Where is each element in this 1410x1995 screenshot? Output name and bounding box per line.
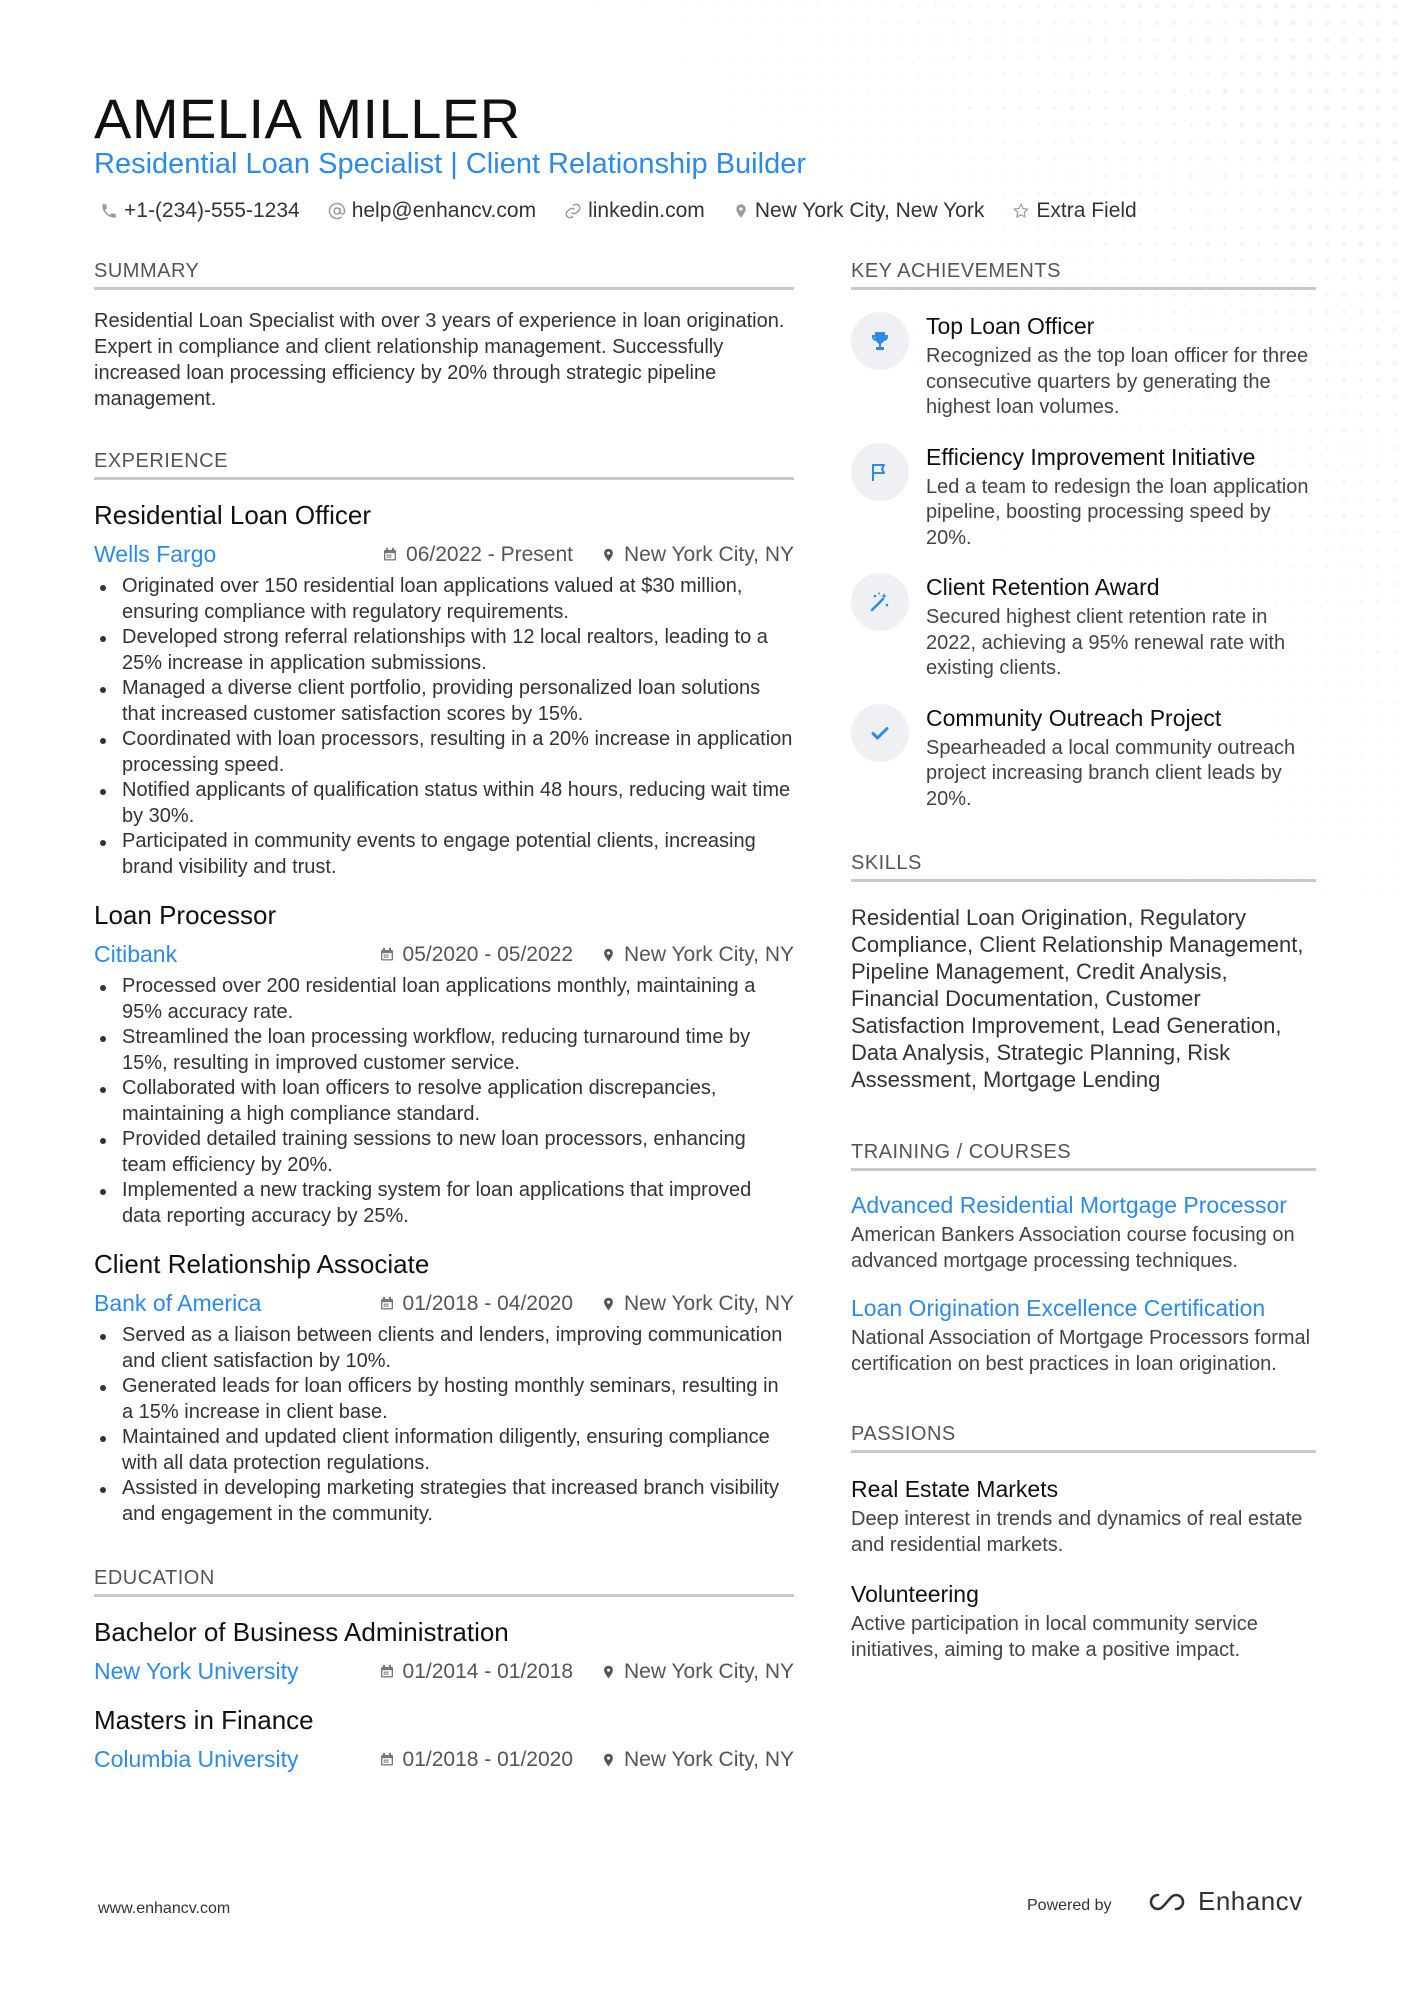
candidate-headline: Residential Loan Specialist | Client Relationship Builder [94,148,806,180]
footer-brand-name: Enhancv [1198,1886,1303,1916]
achievement-item [851,573,1316,682]
skills-text: Residential Loan Origination, Regulatory Compliance, Client Relationship Management, Pipeline Management, Credit Analysis, Financial Documentation, Customer Satisfaction Improvement, Lead Generation, Data Analysis, Strategic Planning, Risk Assessment, Mortgage Lending [851,905,1304,1092]
job-location: New York City, NY [624,542,794,566]
achievement-desc: Spearheaded a local community outreach project increasing branch client leads by 20%. [926,736,1296,810]
course-title[interactable]: Loan Origination Excellence Certification [851,1295,1266,1321]
passion-title: Volunteering [851,1581,979,1607]
calendar-icon [379,1663,395,1680]
training-section [851,1141,1316,1377]
location-pin-icon [601,946,616,964]
education-section [94,1567,794,1773]
education-meta [94,1658,794,1685]
location-pin-icon [601,1663,616,1681]
extra-text: Extra Field [1036,199,1137,222]
course-desc: National Association of Mortgage Processors formal certification on best practices in loan origination. [851,1327,1311,1375]
trophy-icon [868,329,892,353]
list-item: Originated over 150 residential loan applications valued at $30 million, ensuring compliance with regulatory requirements. [94,574,794,625]
job-entry [94,1249,794,1527]
contact-email[interactable] [328,199,536,223]
course-desc: American Bankers Association course focusing on advanced mortgage processing techniques. [851,1224,1295,1272]
education-entry [94,1705,794,1773]
right-column [851,260,1316,1663]
contact-phone[interactable] [100,199,300,223]
list-item: Notified applicants of qualification status within 48 hours, reducing wait time by 30%. [94,778,794,829]
course-item [851,1191,1316,1274]
email-text: help@enhancv.com [351,199,537,222]
list-item: Participated in community events to engage potential clients, increasing brand visibility and trust. [94,829,794,880]
contact-linkedin[interactable] [564,199,705,223]
passion-item [851,1475,1316,1558]
phone-icon [100,202,118,220]
at-sign-icon [328,202,346,220]
list-item: Developed strong referral relationships with 12 local realtors, leading to a 25% increase in application submissions. [94,625,794,676]
location-pin-icon [601,1295,616,1313]
education-school[interactable]: Columbia University [94,1746,299,1772]
job-location: New York City, NY [624,1291,794,1315]
footer-brand-logo[interactable] [1144,1886,1303,1917]
education-dates: 01/2014 - 01/2018 [402,1659,573,1683]
summary-text: Residential Loan Specialist with over 3 years of experience in loan origination. Expert in compliance and client relationship management. Successfully increased loan processing efficiency by 20% through strategic pipeline management. [94,310,785,410]
job-dates: 01/2018 - 04/2020 [402,1291,573,1315]
education-school[interactable]: New York University [94,1658,299,1684]
list-item: Implemented a new tracking system for loan applications that improved data reporting accuracy by 25%. [94,1178,794,1229]
contact-extra [1012,199,1136,223]
summary-title: SUMMARY [94,260,794,290]
education-degree: Masters in Finance [94,1705,314,1735]
contact-location [733,199,985,223]
education-entry [94,1617,794,1685]
course-title[interactable]: Advanced Residential Mortgage Processor [851,1192,1287,1218]
list-item: Coordinated with loan processors, resulting in a 20% increase in application processing speed. [94,727,794,778]
job-meta [94,941,794,968]
location-text: New York City, New York [754,199,985,222]
job-company[interactable]: Wells Fargo [94,541,217,567]
job-entry [94,500,794,880]
course-item [851,1294,1316,1377]
job-bullets [94,1323,794,1527]
achievements-title: KEY ACHIEVEMENTS [851,260,1316,290]
education-dates: 01/2018 - 01/2020 [402,1747,573,1771]
left-column [94,260,794,1773]
flag-icon [868,460,892,484]
location-pin-icon [601,1751,616,1769]
calendar-icon [382,546,398,563]
checkmark-icon [868,721,892,745]
achievement-item [851,443,1316,552]
training-title: TRAINING / COURSES [851,1141,1316,1171]
achievement-title: Community Outreach Project [926,704,1222,731]
education-location: New York City, NY [624,1747,794,1771]
passion-desc: Active participation in local community service initiatives, aiming to make a positive impact. [851,1613,1258,1661]
experience-section [94,450,794,1527]
footer-website-link[interactable]: www.enhancv.com [98,1900,231,1917]
job-company[interactable]: Citibank [94,941,178,967]
job-bullets [94,974,794,1229]
phone-text: +1-(234)-555-1234 [124,199,300,222]
magic-wand-icon [868,590,892,614]
footer-powered-by: Powered by [1027,1897,1112,1914]
list-item: Provided detailed training sessions to new loan processors, enhancing team efficiency by 20%. [94,1127,794,1178]
experience-title: EXPERIENCE [94,450,794,480]
passions-section [851,1423,1316,1663]
achievement-desc: Led a team to redesign the loan application pipeline, boosting processing speed by 20%. [926,475,1309,549]
job-company[interactable]: Bank of America [94,1290,262,1316]
passions-title: PASSIONS [851,1423,1316,1453]
calendar-icon [379,1751,395,1768]
education-degree: Bachelor of Business Administration [94,1617,509,1647]
achievement-desc: Secured highest client retention rate in 2022, achieving a 95% renewal rate with existing clients. [926,606,1286,679]
achievement-title: Efficiency Improvement Initiative [926,443,1256,470]
list-item: Streamlined the loan processing workflow, reducing turnaround time by 15%, resulting in improved customer service. [94,1025,794,1076]
link-icon [564,202,582,220]
list-item: Generated leads for loan officers by hosting monthly seminars, resulting in a 15% increase in client base. [94,1374,794,1425]
passion-title: Real Estate Markets [851,1476,1059,1502]
job-role: Client Relationship Associate [94,1249,430,1279]
job-bullets [94,574,794,880]
job-dates: 05/2020 - 05/2022 [402,942,573,966]
achievement-desc: Recognized as the top loan officer for three consecutive quarters by generating the highest loan volumes. [926,345,1309,418]
job-entry [94,900,794,1229]
location-pin-icon [733,202,749,220]
job-meta [94,1290,794,1317]
job-dates: 06/2022 - Present [406,542,573,566]
achievement-item [851,704,1316,813]
skills-title: SKILLS [851,852,1316,882]
list-item: Assisted in developing marketing strategies that increased branch visibility and engagement in the community. [94,1476,794,1527]
list-item: Processed over 200 residential loan applications monthly, maintaining a 95% accuracy rate. [94,974,794,1025]
job-role: Residential Loan Officer [94,500,372,530]
education-title: EDUCATION [94,1567,794,1597]
achievement-title: Client Retention Award [926,574,1160,600]
achievements-section [851,260,1316,812]
contact-bar [100,199,1165,223]
job-meta [94,541,794,568]
education-meta [94,1746,794,1773]
location-pin-icon [601,546,616,564]
job-location: New York City, NY [624,942,794,966]
linkedin-text: linkedin.com [588,199,705,222]
candidate-name: AMELIA MILLER [94,87,521,150]
passion-desc: Deep interest in trends and dynamics of real estate and residential markets. [851,1508,1303,1556]
list-item: Managed a diverse client portfolio, providing personalized loan solutions that increased customer satisfaction scores by 15%. [94,676,794,727]
achievement-title: Top Loan Officer [926,313,1095,339]
summary-section [94,260,794,412]
enhancv-logo-icon [1144,1890,1190,1914]
list-item: Collaborated with loan officers to resolve application discrepancies, maintaining a high compliance standard. [94,1076,794,1127]
list-item: Maintained and updated client information diligently, ensuring compliance with all data protection regulations. [94,1425,794,1476]
achievement-item [851,312,1316,421]
education-location: New York City, NY [624,1659,794,1683]
star-icon [1012,202,1030,220]
calendar-icon [379,946,395,963]
passion-item [851,1580,1316,1663]
calendar-icon [379,1295,395,1312]
skills-section [851,852,1316,1093]
list-item: Served as a liaison between clients and lenders, improving communication and client satisfaction by 10%. [94,1323,794,1374]
job-role: Loan Processor [94,900,277,930]
